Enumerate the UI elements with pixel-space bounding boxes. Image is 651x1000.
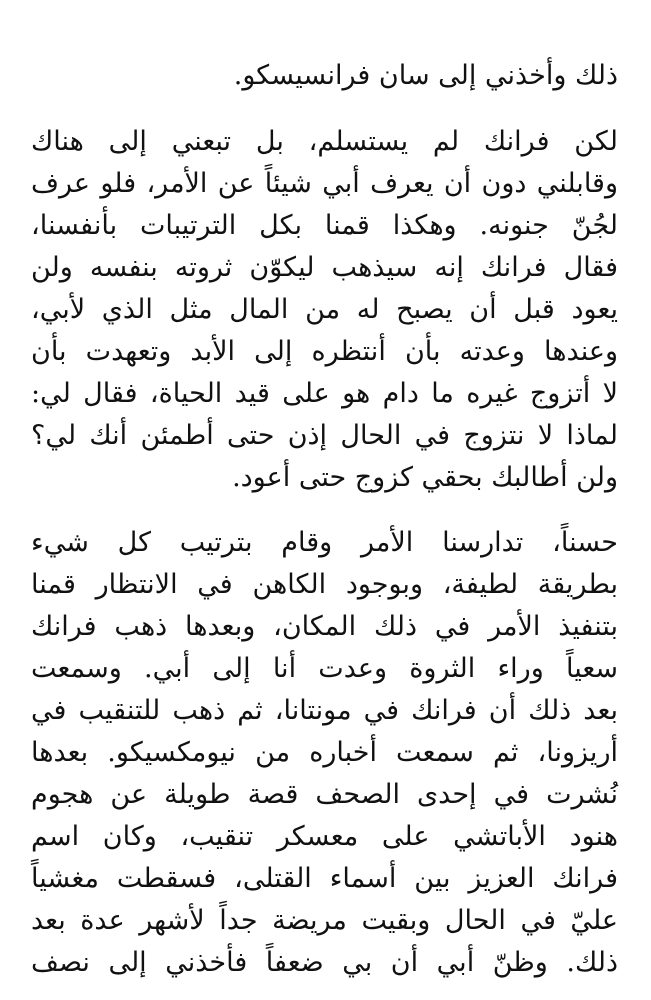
text-line: بعد ذلك أن فرانك في مونتانا، ثم ذهب للتنقيب في bbox=[31, 695, 618, 726]
text-line: لماذا لا نتزوج في الحال إذن حتى أطمئن أنك لي؟ bbox=[31, 420, 618, 451]
text-line: لا أتزوج غيره ما دام هو على قيد الحياة، فقال لي: bbox=[31, 378, 618, 409]
text-line: وقابلني دون أن يعرف أبي شيئاً عن الأمر، فلو عرف bbox=[31, 168, 618, 199]
text-line: فرانك العزيز بين أسماء القتلى، فسقطت مغشياً bbox=[31, 863, 618, 894]
text-line: ذلك. وظنّ أبي أن بي ضعفاً فأخذني إلى نصف bbox=[31, 947, 618, 978]
text-line: أريزونا، ثم سمعت أخباره من نيومكسيكو. بعدها bbox=[31, 737, 618, 768]
text-line: لجُنّ جنونه. وهكذا قمنا بكل الترتيبات بأنفسنا، bbox=[31, 210, 618, 241]
text-line: ذلك وأخذني إلى سان فرانسيسكو. bbox=[233, 60, 618, 91]
text-line: عليّ في الحال وبقيت مريضة جداً لأشهر عدة بعد bbox=[31, 905, 618, 936]
text-line: وعندها وعدته بأن أنتظره إلى الأبد وتعهدت بأن bbox=[31, 336, 618, 367]
text-line: هنود الأباتشي على معسكر تنقيب، وكان اسم bbox=[31, 821, 618, 852]
text-line: بتنفيذ الأمر في ذلك المكان، وبعدها ذهب فرانك bbox=[31, 611, 618, 642]
text-line: ولن أطالبك بحقي كزوج حتى أعود. bbox=[232, 462, 618, 493]
text-line: نُشرت في إحدى الصحف قصة طويلة عن هجوم bbox=[31, 779, 618, 810]
paragraph-2 bbox=[31, 121, 618, 499]
text-line: لكن فرانك لم يستسلم، بل تبعني إلى هناك bbox=[31, 126, 618, 157]
text-line: بطريقة لطيفة، وبوجود الكاهن في الانتظار قمنا bbox=[31, 569, 618, 600]
text-line: حسناً، تدارسنا الأمر وقام بترتيب كل شيء bbox=[31, 527, 618, 558]
paragraph-1 bbox=[31, 55, 618, 97]
text-line: فقال فرانك إنه سيذهب ليكوّن ثروته بنفسه ولن bbox=[31, 252, 618, 283]
text-line: سعياً وراء الثروة وعدت أنا إلى أبي. وسمعت bbox=[31, 653, 618, 684]
text-line: يعود قبل أن يصبح له من المال مثل الذي لأبي، bbox=[31, 294, 618, 325]
paragraph-3 bbox=[31, 522, 618, 984]
